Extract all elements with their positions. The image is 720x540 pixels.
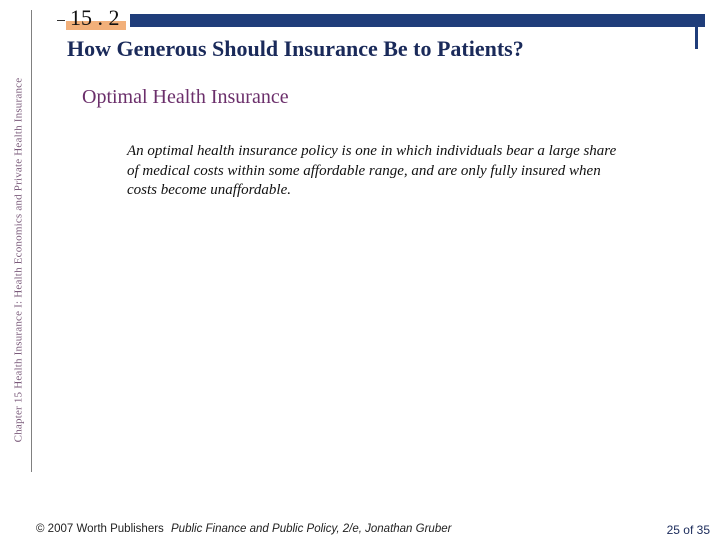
footer xyxy=(36,523,451,535)
chapter-side-title-text: Chapter 15 Health Insurance I: Health Economics and Private Health Insurance xyxy=(12,77,25,443)
header-tick xyxy=(57,20,65,21)
page-current: 25 xyxy=(666,523,680,537)
header-accent-bar-end xyxy=(695,27,698,49)
definition-text: An optimal health insurance policy is one in which individuals bear a large share of medical costs within some affordable range, and are only fully insured when costs become unaffordable. xyxy=(127,143,617,198)
slide-title: How Generous Should Insurance Be to Patients? xyxy=(67,36,524,61)
slide-subtitle: Optimal Health Insurance xyxy=(82,86,289,108)
side-divider xyxy=(31,10,32,472)
header-accent-bar xyxy=(130,14,705,27)
page-number xyxy=(667,523,710,537)
footer-book-title: Public Finance and Public Policy, 2/e, Jonathan Gruber xyxy=(171,523,452,535)
footer-copyright: © 2007 Worth Publishers xyxy=(36,523,164,535)
section-number: 15 . 2 xyxy=(70,5,120,30)
page-total: 35 xyxy=(696,523,710,537)
chapter-side-title xyxy=(10,10,26,510)
page-of-label: of xyxy=(683,523,694,537)
